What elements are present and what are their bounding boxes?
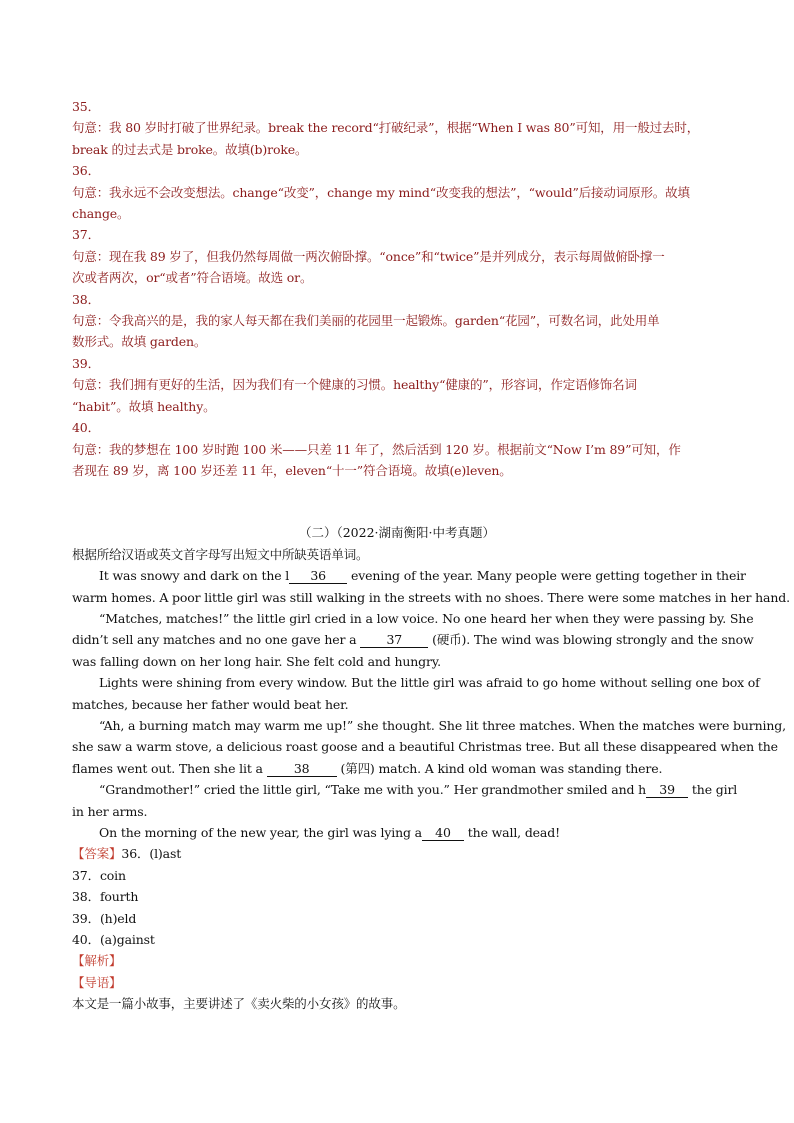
answer-item: 39．(h)eld bbox=[72, 910, 137, 926]
passage-line bbox=[72, 822, 722, 843]
analysis-text: 句意：我永远不会改变想法。change“改变”，change my mind“改变我的想法”，“would”后接动词原形。故填 bbox=[72, 184, 690, 200]
guide-text: 本文是一篇小故事，主要讲述了《卖火柴的小女孩》的故事。 bbox=[72, 996, 406, 1012]
section-instruction: 根据所给汉语或英文首字母写出短文中所缺英语单词。 bbox=[72, 546, 369, 562]
blank-38[interactable]: 38 bbox=[267, 761, 337, 777]
analysis-text: 句意：现在我 89 岁了，但我仍然每周做一两次俯卧撑。“once”和“twice”是并列成分，表示每周做俯卧撑一 bbox=[72, 248, 665, 264]
analysis-text: “habit”。故填 healthy。 bbox=[72, 398, 216, 414]
analysis-text: change。 bbox=[72, 206, 130, 222]
analysis-number: 39． bbox=[72, 355, 100, 371]
passage-line bbox=[72, 629, 754, 650]
analysis-text: 次或者两次，or“或者”符合语境。故选 or。 bbox=[72, 270, 313, 286]
blank-37[interactable]: 37 bbox=[360, 632, 428, 648]
passage-text: flames went out. Then she lit a bbox=[72, 760, 267, 776]
analysis-text: break 的过去式是 broke。故填(b)roke。 bbox=[72, 141, 308, 157]
passage-line: was falling down on her long hair. She felt cold and hungry. bbox=[72, 653, 441, 669]
analysis-text: 句意：我的梦想在 100 岁时跑 100 米——只差 11 年了，然后活到 120 岁。根据前文“Now I’m 89”可知，作 bbox=[72, 441, 681, 457]
blank-40[interactable]: 40 bbox=[422, 825, 464, 841]
blank-36[interactable]: 36 bbox=[289, 568, 347, 584]
passage-text: the wall, dead! bbox=[463, 825, 560, 840]
analysis-label: 【解析】 bbox=[72, 953, 122, 969]
answer-item: 37．coin bbox=[72, 867, 126, 883]
passage-line bbox=[72, 565, 746, 586]
passage-line: in her arms. bbox=[72, 803, 148, 819]
analysis-number: 35． bbox=[72, 99, 100, 114]
passage-line bbox=[72, 779, 738, 800]
passage-line: she saw a warm stove, a delicious roast goose and a beautiful Christmas tree. But all these disappeared when the bbox=[72, 739, 778, 755]
answer-item: 40．(a)gainst bbox=[72, 932, 155, 948]
passage-text: didn’t sell any matches and no one gave her a bbox=[72, 632, 361, 648]
document-page bbox=[72, 96, 790, 1015]
blank-39[interactable]: 39 bbox=[646, 782, 688, 798]
analysis-number: 37． bbox=[72, 227, 100, 243]
passage-line: Lights were shining from every window. But the little girl was afraid to go home without selling one box of bbox=[99, 675, 760, 691]
analysis-text: 句意：令我高兴的是，我的家人每天都在我们美丽的花园里一起锻炼。garden“花园”，可数名词，此处用单 bbox=[72, 313, 660, 329]
analysis-number: 40． bbox=[72, 420, 100, 436]
passage-line: “Matches, matches!” the little girl cried in a low voice. No one heard her when they were passing by. She bbox=[99, 610, 754, 626]
answer-item: 38．fourth bbox=[72, 889, 139, 905]
guide-label: 【导语】 bbox=[72, 974, 122, 990]
passage-text: (第四) match. A kind old woman was standing there. bbox=[336, 760, 663, 776]
analysis-text: 者现在 89 岁，离 100 岁还差 11 年，eleven“十一”符合语境。故填(e)leven。 bbox=[72, 462, 512, 478]
answer-label: 【答案】 bbox=[72, 846, 122, 862]
answers bbox=[72, 843, 722, 950]
passage-line: warm homes. A poor little girl was still walking in the streets with no shoes. There were some matches in her hand. bbox=[72, 589, 790, 605]
analysis-list bbox=[72, 96, 722, 481]
passage-line: “Ah, a burning match may warm me up!” she thought. She lit three matches. When the matches were burning, bbox=[99, 717, 786, 733]
answer-line bbox=[72, 843, 722, 864]
passage-line: matches, because her father would beat her. bbox=[72, 696, 349, 712]
answer-item: 36．(l)ast bbox=[121, 846, 182, 862]
passage bbox=[72, 565, 790, 843]
passage-text: On the morning of the new year, the girl was lying a bbox=[99, 825, 422, 840]
passage-text: evening of the year. Many people were getting together in their bbox=[347, 568, 746, 584]
analysis-text: 数形式。故填 garden。 bbox=[72, 334, 207, 350]
analysis-text: 句意：我们拥有更好的生活，因为我们有一个健康的习惯。healthy“健康的”，形容词，作定语修饰名词 bbox=[72, 377, 637, 393]
passage-text: (硬币). The wind was blowing strongly and the snow bbox=[428, 632, 754, 648]
section-title: （二）（2022·湖南衡阳·中考真题） bbox=[298, 525, 495, 541]
passage-text: It was snowy and dark on the l bbox=[99, 568, 290, 584]
passage-line bbox=[72, 758, 722, 779]
passage-text: “Grandmother!” cried the little girl, “Take me with you.” Her grandmother smiled and h bbox=[99, 782, 647, 798]
passage-text: the girl bbox=[688, 782, 738, 798]
analysis-number: 38． bbox=[72, 291, 100, 307]
analysis-text: 句意：我 80 岁时打破了世界纪录。break the record“打破纪录”，根据“When I was 80”可知，用一般过去时， bbox=[72, 120, 700, 136]
analysis-number: 36． bbox=[72, 163, 100, 179]
